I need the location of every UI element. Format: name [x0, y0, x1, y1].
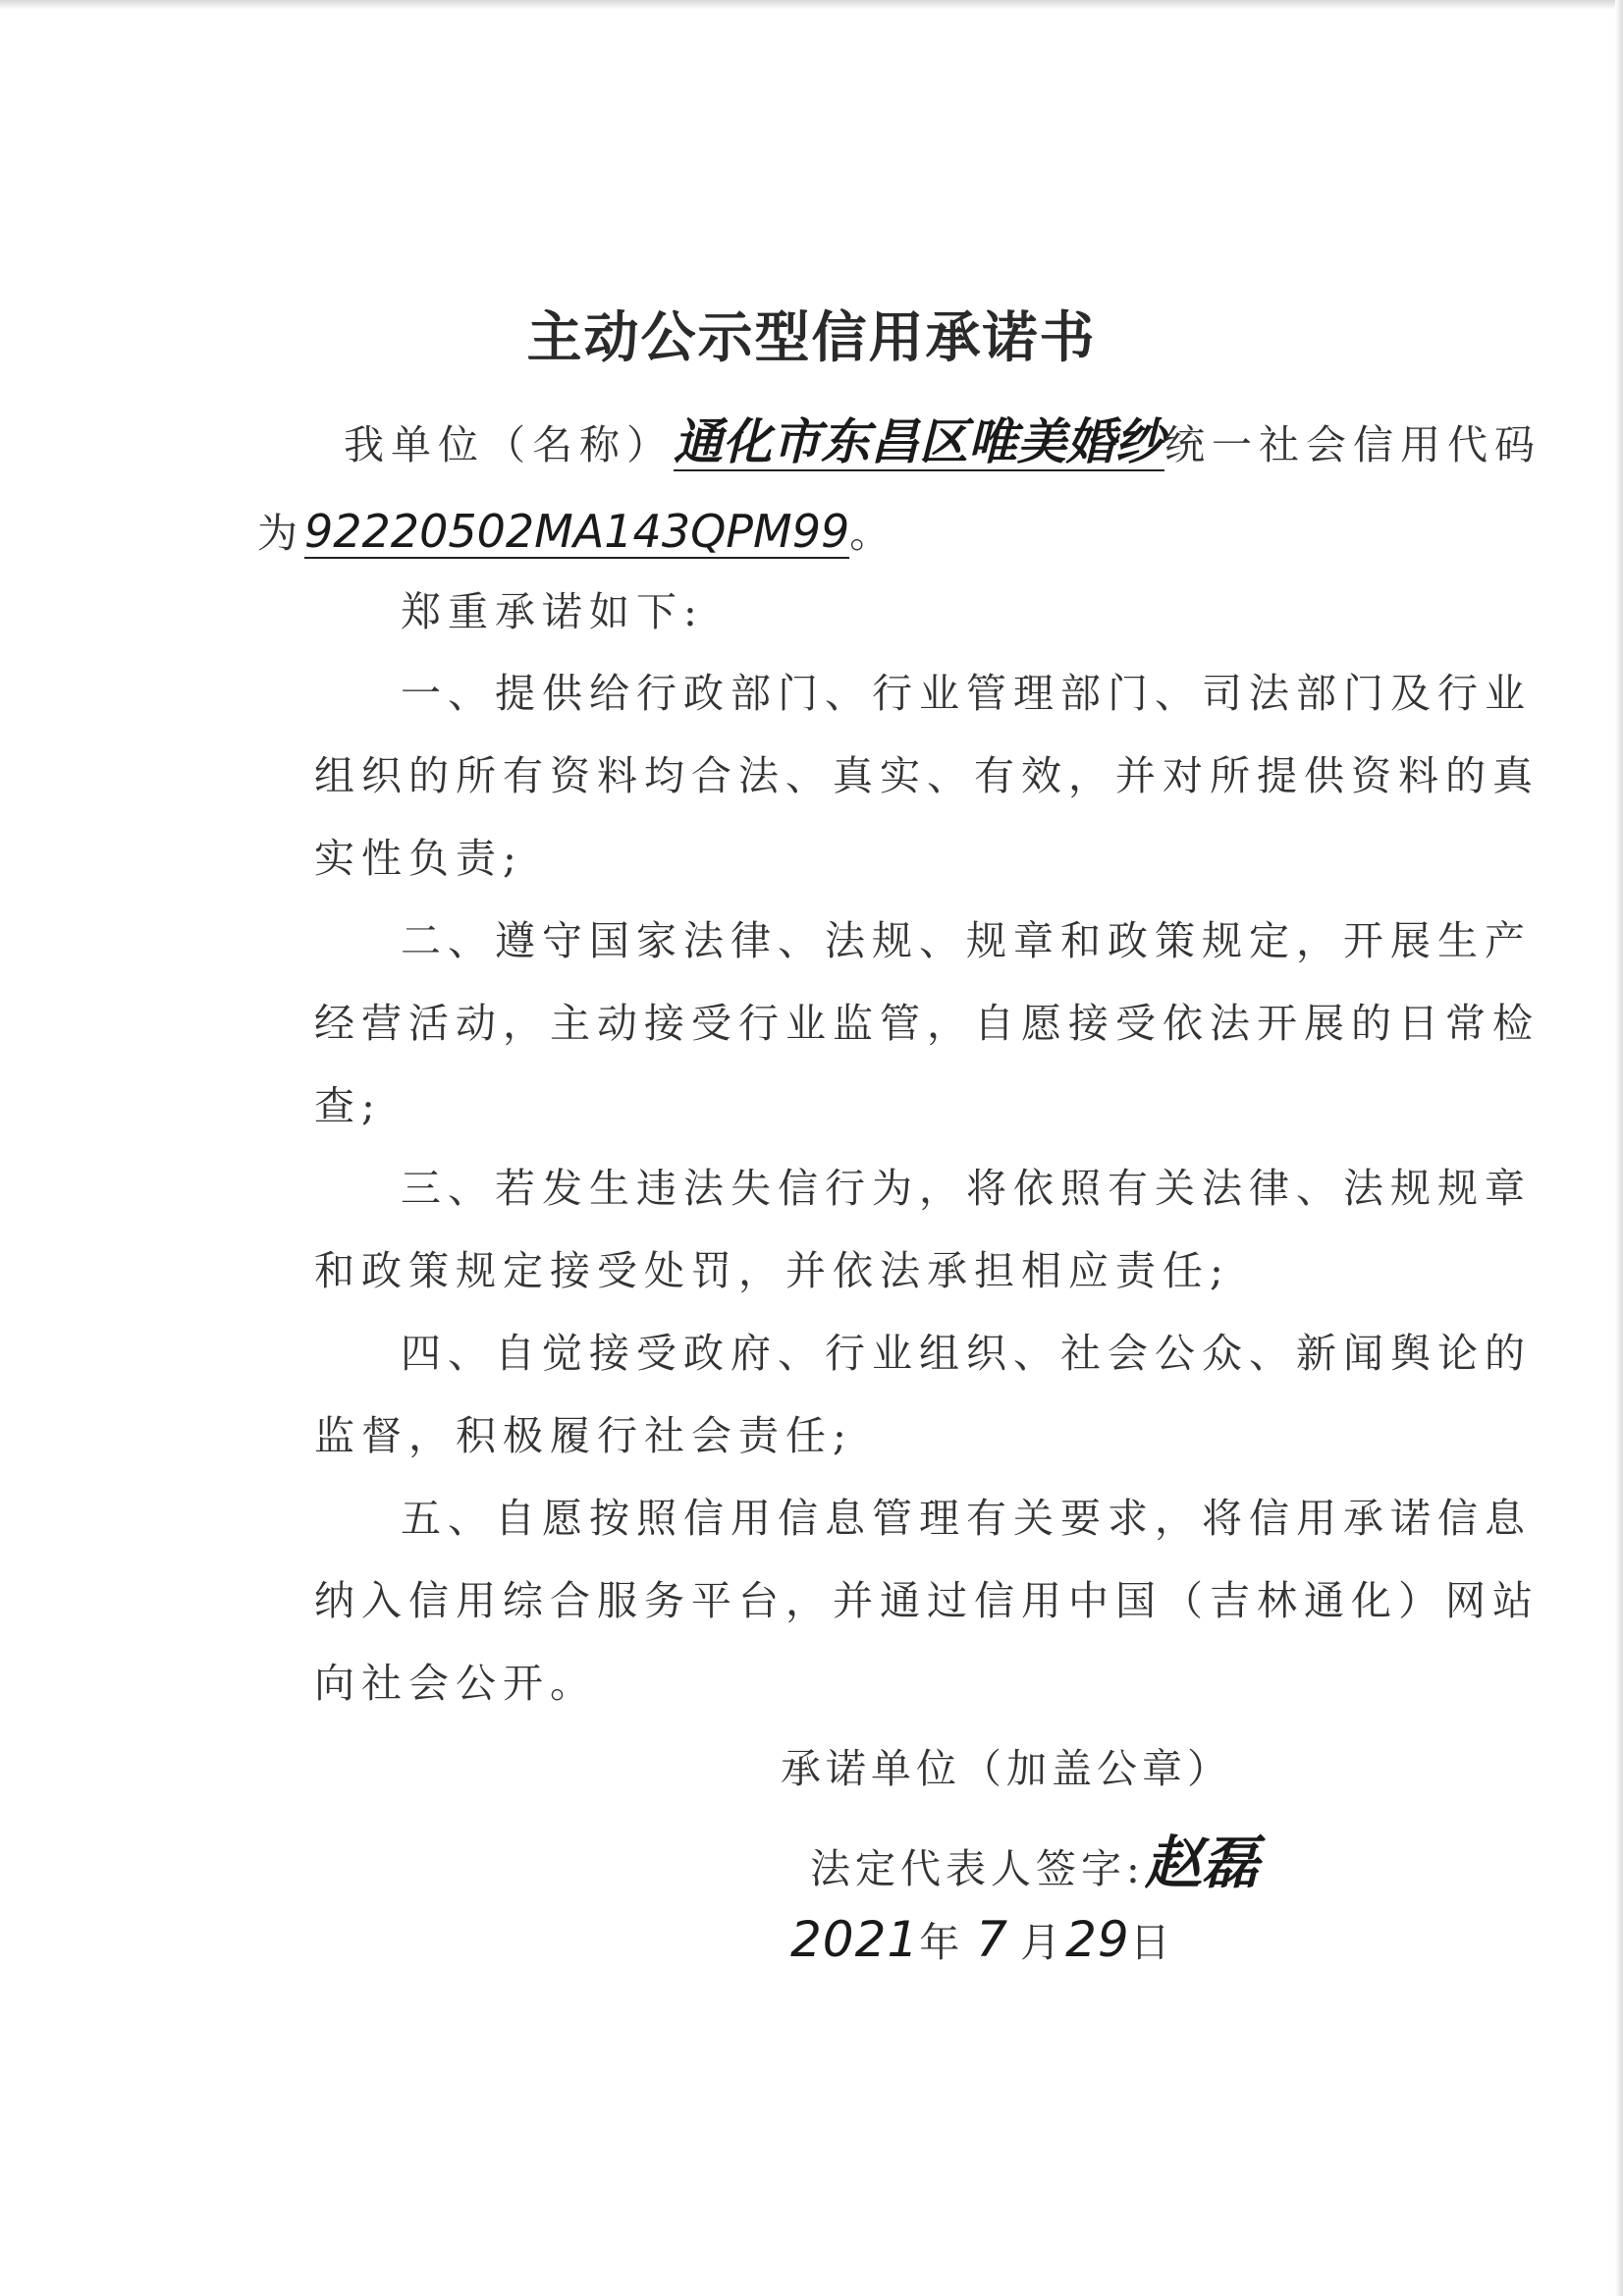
date-year: 2021: [790, 1911, 920, 1968]
rep-signature: 赵磊: [1144, 1830, 1259, 1896]
scan-edge-top: [0, 0, 1623, 10]
credit-code-line: [257, 501, 1347, 559]
item-5-line-2: 纳入信用综合服务平台，并通过信用中国（吉林通化）网站: [314, 1577, 1540, 1624]
solemn-line: 郑重承诺如下:: [401, 588, 704, 635]
unit-name-line: [344, 412, 1542, 471]
item-3-line-1: 三、若发生违法失信行为，将依照有关法律、法规规章: [401, 1165, 1532, 1212]
year-unit: 年: [919, 1919, 965, 1966]
item-2-line-2: 经营活动，主动接受行业监管，自愿接受依法开展的日常检: [314, 1000, 1540, 1047]
item-3-line-2: 和政策规定接受处罚，并依法承担相应责任;: [314, 1247, 1230, 1294]
date-day: 29: [1065, 1911, 1130, 1968]
item-2-line-3: 查;: [314, 1082, 382, 1129]
item-1-line-2: 组织的所有资料均合法、真实、有效，并对所提供资料的真: [314, 752, 1540, 799]
item-5-line-1: 五、自愿按照信用信息管理有关要求，将信用承诺信息: [401, 1495, 1532, 1542]
code-suffix: 。: [849, 510, 897, 557]
item-5-line-3: 向社会公开。: [314, 1660, 597, 1707]
rep-label: 法定代表人签字:: [810, 1845, 1145, 1892]
unit-prefix: 我单位（名称）: [344, 421, 674, 468]
rep-signature-line: [810, 1817, 1259, 1899]
item-1-line-3: 实性负责;: [314, 835, 523, 882]
unit-seal-label: 承诺单位（加盖公章）: [781, 1745, 1232, 1792]
date-line: [790, 1910, 1175, 1968]
unit-name-field: 通化市东昌区唯美婚纱: [674, 413, 1164, 470]
credit-code-field: 92220502MA143QPM99: [304, 505, 850, 558]
item-4-line-2: 监督，积极履行社会责任;: [314, 1412, 853, 1459]
item-2-line-1: 二、遵守国家法律、法规、规章和政策规定，开展生产: [401, 917, 1532, 964]
item-1-line-1: 一、提供给行政部门、行业管理部门、司法部门及行业: [401, 670, 1532, 717]
unit-suffix: 统一社会信用代码: [1164, 421, 1542, 468]
month-unit: 月: [1020, 1919, 1066, 1966]
item-4-line-1: 四、自觉接受政府、行业组织、社会公众、新闻舆论的: [401, 1330, 1532, 1377]
day-unit: 日: [1129, 1919, 1175, 1966]
code-prefix: 为: [257, 510, 304, 557]
document-title: 主动公示型信用承诺书: [526, 305, 1097, 370]
date-month: 7: [976, 1911, 1009, 1968]
